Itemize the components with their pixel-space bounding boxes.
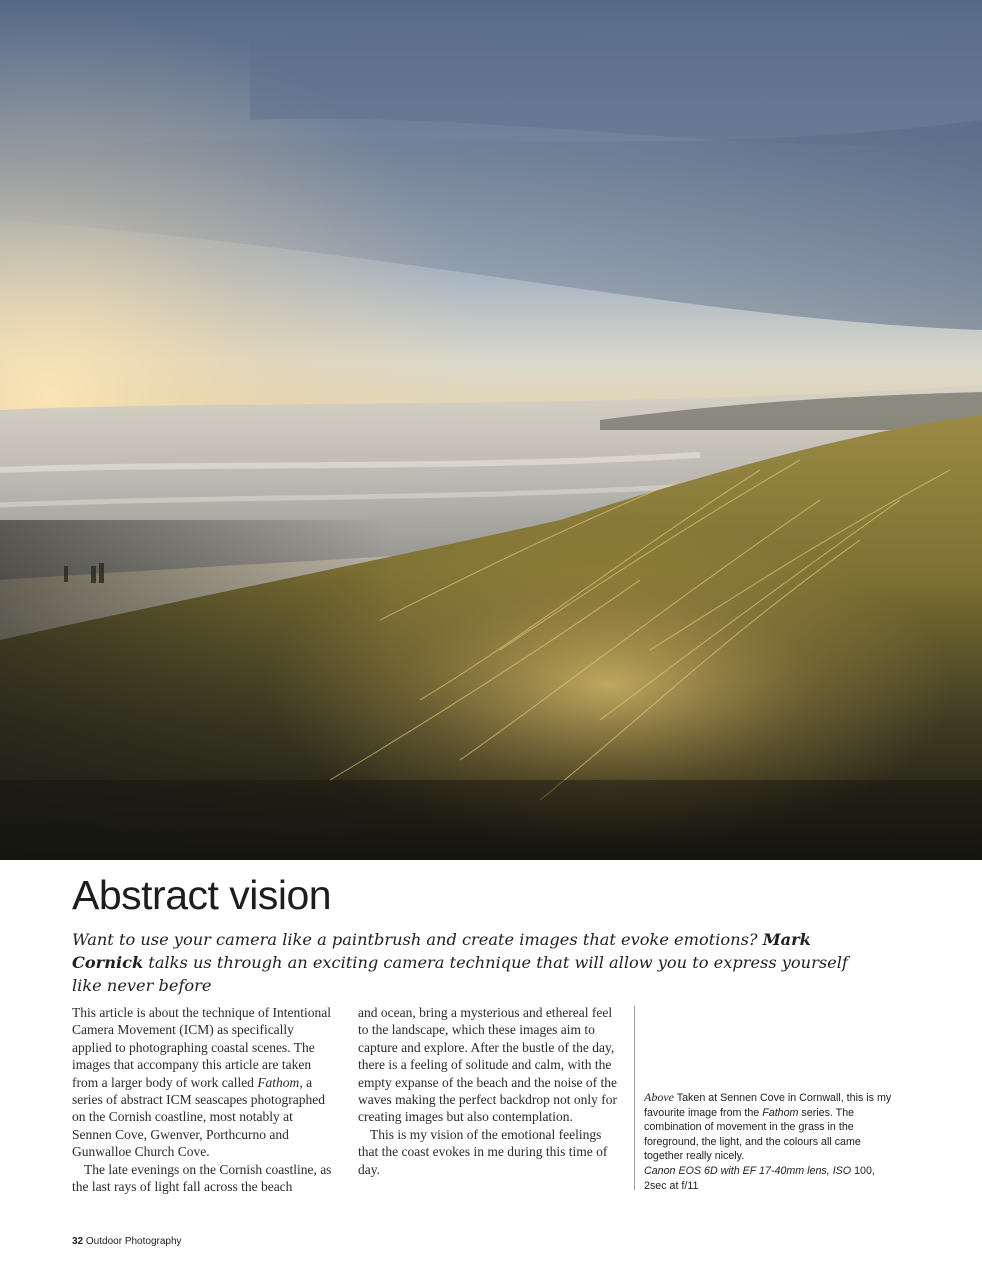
paragraph: This is my vision of the emotional feelings that the coast evokes in me during this time of day. (358, 1126, 608, 1177)
caption-camera: Canon EOS 6D with EF 17-40mm lens, ISO (644, 1164, 852, 1177)
paragraph (72, 1004, 334, 1161)
caption-text: Taken at Sennen Cove in Cornwall, this is my favourite image from the (644, 1092, 892, 1119)
paragraph-text: , a series of abstract ICM seascapes photographed on the Cornish coastline, most notably at Sennen Cove, Gwenver, Porthcurno and Gunwalloe Church Cove. (72, 1074, 326, 1160)
paragraph: The late evenings on the Cornish coastline, as the last rays of light fall across the beach (72, 1161, 332, 1195)
page-number: 32 (72, 1236, 84, 1247)
photo-caption (644, 1090, 894, 1193)
caption-text: series. The combination of movement in the grass in the foreground, the light, and the colours all came together really nicely. (644, 1106, 861, 1163)
standfirst-author: Mark Cornick (72, 930, 811, 972)
body-column-2 (358, 1004, 620, 1178)
standfirst-text-2: talks us through an exciting camera technique that will allow you to express yourself like never before (72, 953, 848, 995)
column-divider (634, 1006, 635, 1190)
caption-series-name: Fathom (762, 1106, 799, 1119)
paragraph-text: This article is about the technique of Intentional Camera Movement (ICM) as specifically applied to photographing coastal scenes. The images that accompany this article are taken from a larger body of work called (72, 1005, 332, 1090)
caption-settings: 100, 2sec at f/11 (644, 1164, 875, 1192)
caption-lead: Above (644, 1090, 674, 1104)
page-footer (72, 1236, 182, 1247)
body-column-1 (72, 1004, 334, 1195)
article-title: Abstract vision (72, 872, 332, 918)
standfirst-text-1: Want to use your camera like a paintbrush and create images that evoke emotions? (72, 930, 763, 949)
standfirst (72, 928, 872, 997)
series-name: Fathom (257, 1074, 300, 1090)
paragraph: and ocean, bring a mysterious and ethereal feel to the landscape, which these images aim to capture and explore. After the bustle of the day, there is a feeling of solitude and calm, with the empty expanse of the beach and the noise of the waves making the perfect backdrop not only for creating images but also contemplation. (358, 1005, 618, 1125)
magazine-name: Outdoor Photography (83, 1236, 182, 1247)
